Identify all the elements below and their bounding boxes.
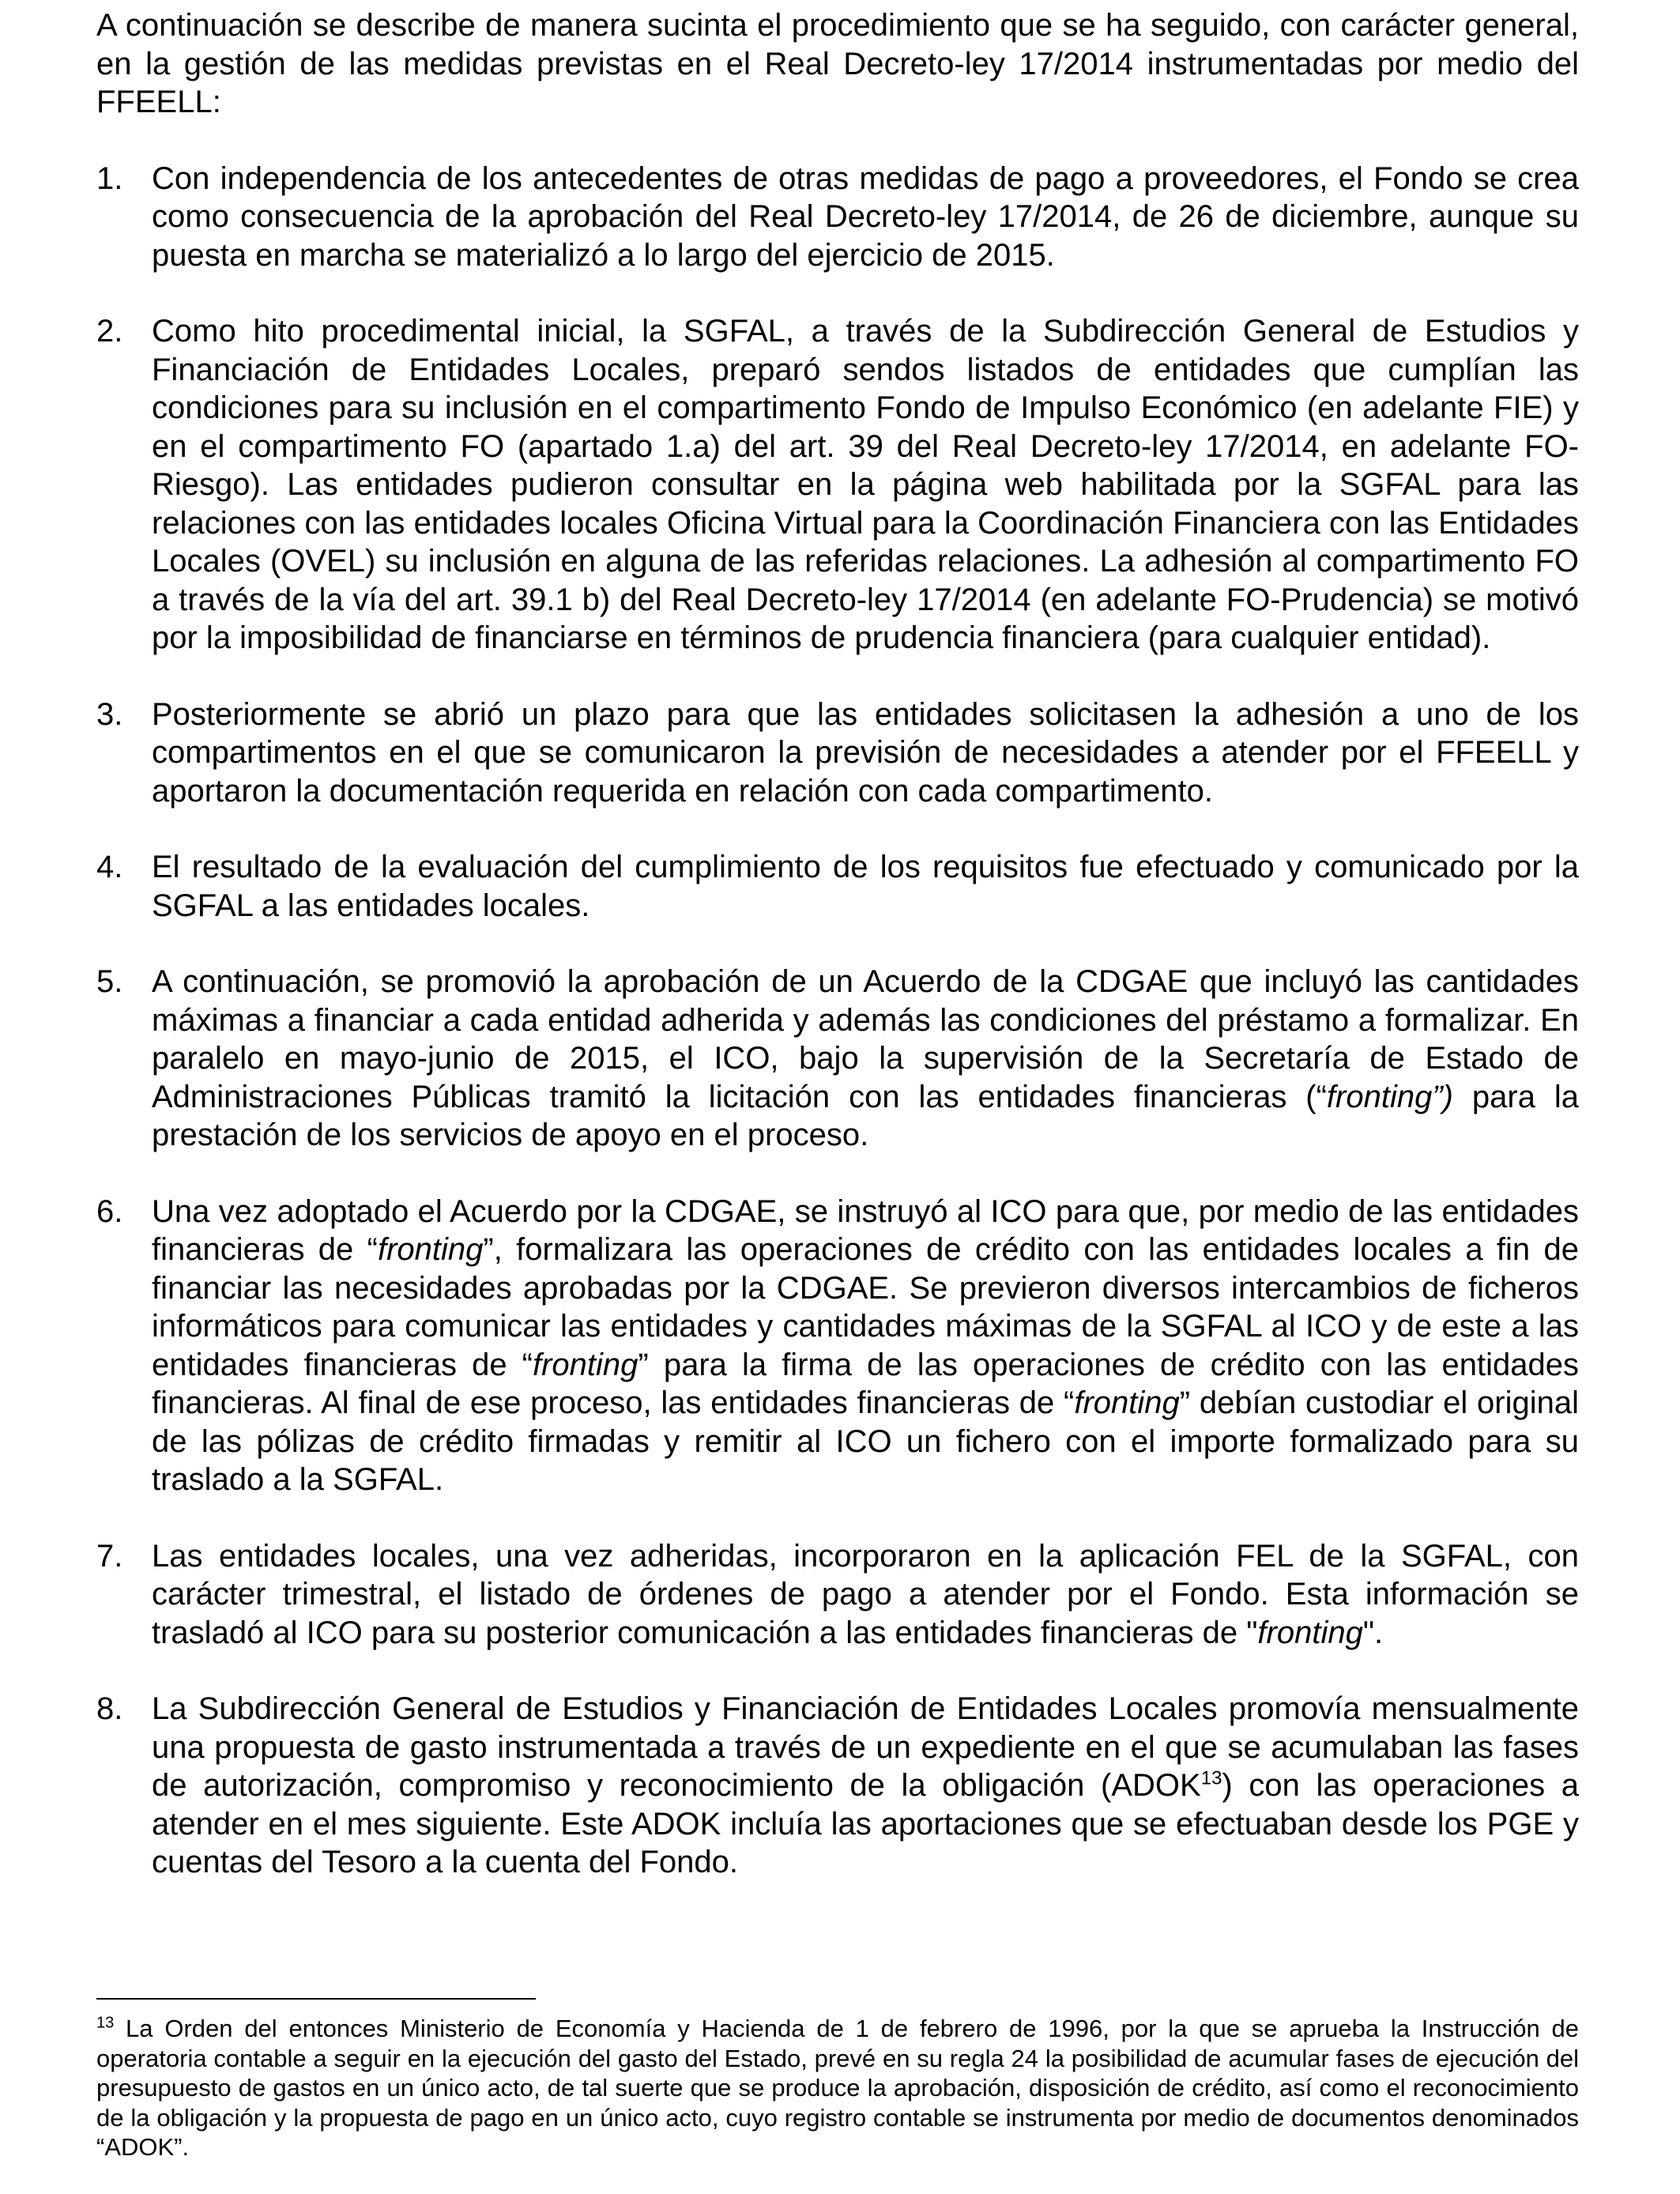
list-item-5 bbox=[96, 963, 1579, 1155]
italic-term: fronting bbox=[377, 1232, 484, 1267]
text-segment: Las entidades locales, una vez adheridas, incorporaron en la aplicación FEL de la SGFAL, con carácter trimestral, el listado de órdenes de pago a atender por el Fondo. Esta información se trasladó al ICO para su posterior comunicación a las entidades financieras de " bbox=[152, 1538, 1579, 1650]
list-number: 8. bbox=[96, 1691, 123, 1726]
list-item-8 bbox=[96, 1690, 1579, 1882]
list-item-7 bbox=[96, 1537, 1579, 1653]
list-item-2 bbox=[96, 312, 1579, 658]
text-segment: ) con las operaciones a atender en el mes siguiente. Este ADOK incluía las aportaciones que se efectuaban desde los PGE y cuentas del Tesoro a la cuenta del Fondo. bbox=[152, 1768, 1579, 1879]
list-item-text: El resultado de la evaluación del cumplimiento de los requisitos fue efectuado y comunicado por la SGFAL a las entidades locales. bbox=[152, 850, 1579, 923]
list-item-6 bbox=[96, 1193, 1579, 1499]
list-item-3 bbox=[96, 696, 1579, 811]
text-segment: ” debían custodiar el original de las pólizas de crédito firmadas y remitir al ICO un fichero con el importe formalizado para su traslado a la SGFAL. bbox=[152, 1385, 1579, 1497]
text-segment: para la prestación de los servicios de apoyo en el proceso. bbox=[152, 1079, 1579, 1152]
footnote bbox=[96, 2014, 1579, 2162]
list-item-4 bbox=[96, 848, 1579, 925]
footnote-mark: 13 bbox=[96, 2014, 115, 2032]
footnote-text bbox=[96, 2014, 1579, 2162]
list-item-text bbox=[152, 1193, 1579, 1499]
list-number: 1. bbox=[96, 160, 123, 196]
list-number: 4. bbox=[96, 850, 123, 884]
list-item-text: Posteriormente se abrió un plazo para que las entidades solicitasen la adhesión a uno de los compartimentos en el que se comunicaron la previsión de necesidades a atender por el FFEELL y aportaron la documentación requerida en relación con cada compartimento. bbox=[152, 696, 1579, 809]
italic-term: fronting bbox=[533, 1347, 638, 1382]
text-segment: ”, formalizara las operaciones de crédito con las entidades locales a fin de financiar las necesidades aprobadas por la CDGAE. Se previeron diversos intercambios de ficheros informáticos para comunicar las entidades y cantidades máximas de la SGFAL al ICO y de este a las entidades financieras de “ bbox=[152, 1232, 1579, 1382]
text-segment: A continuación, se promovió la aprobación de un Acuerdo de la CDGAE que incluyó las cantidades máximas a financiar a cada entidad adherida y además las condiciones del préstamo a formalizar. En paralelo en mayo-junio de 2015, el ICO, bajo la supervisión de la Secretaría de Estado de Administraciones Públicas tramitó la licitación con las entidades financieras (“ bbox=[152, 964, 1579, 1114]
list-item-text bbox=[152, 963, 1579, 1155]
list-number: 7. bbox=[96, 1538, 123, 1574]
list-item-text bbox=[152, 1537, 1579, 1653]
list-number: 2. bbox=[96, 314, 123, 349]
footnote-separator bbox=[96, 1998, 536, 2000]
italic-term: fronting bbox=[1074, 1385, 1180, 1420]
italic-term: fronting bbox=[1257, 1615, 1363, 1650]
intro-paragraph: A continuación se describe de manera sucinta el procedimiento que se ha seguido, con carácter general, en la gestión de las medidas previstas en el Real Decreto-ley 17/2014 instrumentadas por medio del FFEELL: bbox=[96, 8, 1579, 119]
list-item-text: Con independencia de los antecedentes de otras medidas de pago a proveedores, el Fondo se crea como consecuencia de la aprobación del Real Decreto-ley 17/2014, de 26 de diciembre, aunque su puesta en marcha se materializó a lo largo del ejercicio de 2015. bbox=[152, 160, 1579, 273]
text-segment: Una vez adoptado el Acuerdo por la CDGAE, se instruyó al ICO para que, por medio de las entidades financieras de “ bbox=[152, 1193, 1579, 1267]
list-number: 6. bbox=[96, 1193, 123, 1229]
italic-term: fronting”) bbox=[1326, 1079, 1453, 1114]
text-segment: ” para la firma de las operaciones de crédito con las entidades financieras. Al final de ese proceso, las entidades financieras de “ bbox=[152, 1347, 1579, 1420]
footnote-reference[interactable]: 13 bbox=[1200, 1767, 1222, 1789]
list-item-text: Como hito procedimental inicial, la SGFAL, a través de la Subdirección General de Estudios y Financiación de Entidades Locales, preparó sendos listados de entidades que cumplían las condiciones para su inclusión en el compartimento Fondo de Impulso Económico (en adelante FIE) y en el compartimento FO (apartado 1.a) del art. 39 del Real Decreto-ley 17/2014, en adelante FO-Riesgo). Las entidades pudieron consultar en la página web habilitada por la SGFAL para las relaciones con las entidades locales Oficina Virtual para la Coordinación Financiera con las Entidades Locales (OVEL) su inclusión en alguna de las referidas relaciones. La adhesión al compartimento FO a través de la vía del art. 39.1 b) del Real Decreto-ley 17/2014 (en adelante FO-Prudencia) se motivó por la imposibilidad de financiarse en términos de prudencia financiera (para cualquier entidad). bbox=[152, 314, 1579, 655]
list-number: 5. bbox=[96, 964, 123, 999]
footnote-body: La Orden del entonces Ministerio de Economía y Hacienda de 1 de febrero de 1996, por la que se aprueba la Instrucción de operatoria contable a seguir en la ejecución del gasto del Estado, prevé en su regla 24 la posibilidad de acumular fases de ejecución del presupuesto de gastos en un único acto, de tal suerte que se produce la aprobación, disposición de crédito, así como el reconocimiento de la obligación y la propuesta de pago en un único acto, cuyo registro contable se instrumenta por medio de documentos denominados “ADOK”. bbox=[96, 2015, 1579, 2161]
text-segment: ". bbox=[1362, 1615, 1384, 1650]
list-item-text bbox=[152, 1690, 1579, 1882]
text-segment: La Subdirección General de Estudios y Financiación de Entidades Locales promovía mensualmente una propuesta de gasto instrumentada a través de un expediente en el que se acumulaban las fases de autorización, compromiso y reconocimiento de la obligación (ADOK bbox=[152, 1691, 1579, 1803]
list-item-1 bbox=[96, 160, 1579, 275]
document-body bbox=[96, 6, 1579, 1920]
list-number: 3. bbox=[96, 696, 123, 732]
